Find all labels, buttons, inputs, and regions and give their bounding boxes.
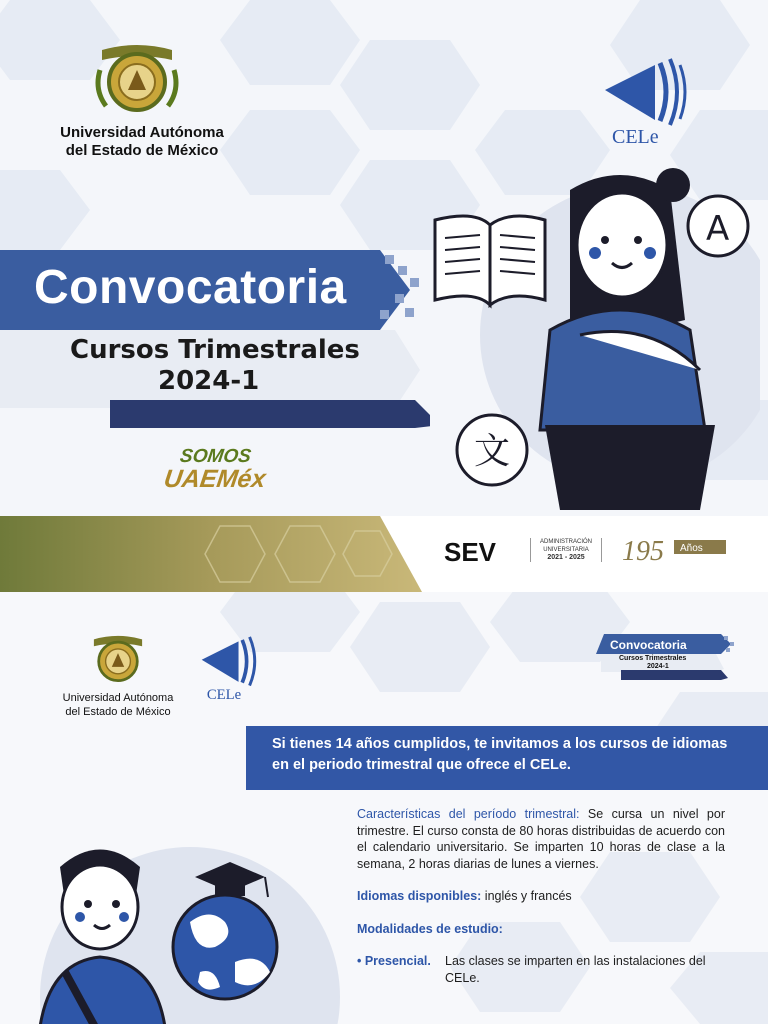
university-name-line2: del Estado de México bbox=[65, 142, 219, 159]
university-name2-line2: del Estado de México bbox=[65, 706, 171, 718]
info-page bbox=[0, 592, 768, 1024]
university-name2-line1: Universidad Autónoma bbox=[62, 692, 174, 704]
admin-title: ADMINISTRACIÓN UNIVERSITARIA bbox=[539, 539, 592, 553]
modalities-heading bbox=[357, 921, 725, 938]
university-crest-icon-2 bbox=[87, 632, 149, 688]
footer-gold-band bbox=[0, 516, 422, 592]
student-globe-illustration bbox=[20, 822, 340, 1024]
mini-banner-title: Convocatoria bbox=[610, 638, 687, 652]
sev-logo: SEV bbox=[444, 537, 497, 567]
somos-logo-line2: UAEMéx bbox=[162, 465, 268, 493]
mini-banner-sub1: Cursos Trimestrales bbox=[619, 655, 687, 662]
languages-paragraph bbox=[357, 888, 725, 905]
svg-text:文: 文 bbox=[474, 431, 511, 472]
course-details bbox=[357, 806, 725, 986]
characteristics-paragraph bbox=[357, 806, 725, 872]
characteristics-text: Se cursa un nivel por trimestre. El curso consta de 80 horas distribuidas de acuerdo con el calendario universitario. Se imparten 10 horas de clase a la semana, 2 horas diarias de lunes a viernes. bbox=[357, 807, 725, 871]
svg-text:CELe: CELe bbox=[206, 686, 242, 703]
cele-logo bbox=[600, 55, 695, 150]
somos-logo-line1: SOMOS bbox=[178, 446, 253, 467]
university-name bbox=[52, 124, 232, 160]
university-name-line1: Universidad Autónoma bbox=[60, 124, 224, 141]
modalities-label: Modalidades de estudio: bbox=[357, 921, 503, 936]
svg-text:195: 195 bbox=[622, 536, 664, 567]
open-book-icon bbox=[435, 216, 545, 305]
svg-text:A: A bbox=[706, 209, 730, 249]
characteristics-label: Características del período trimestral: bbox=[357, 807, 580, 821]
admin-years: 2021 - 2025 bbox=[547, 554, 585, 561]
cele-horn-icon bbox=[605, 65, 655, 120]
university-crest-icon bbox=[92, 40, 182, 120]
svg-text:Años: Años bbox=[680, 543, 703, 554]
anniversary-195-logo bbox=[622, 532, 727, 568]
languages-text: inglés y francés bbox=[481, 889, 572, 903]
invitation-box bbox=[246, 726, 768, 790]
mini-banner-sub2: 2024-1 bbox=[647, 663, 669, 670]
presencial-label: • Presencial. bbox=[357, 954, 431, 968]
admin-universitaria-logo bbox=[530, 538, 602, 562]
page-title: Convocatoria bbox=[34, 261, 347, 314]
university-name-2 bbox=[48, 691, 188, 719]
presencial-text: Las clases se imparten en las instalaciones del CELe. bbox=[445, 954, 706, 985]
subtitle-courses: Cursos Trimestrales bbox=[70, 335, 360, 365]
cele-logo-2 bbox=[198, 634, 268, 704]
presencial-item bbox=[357, 953, 725, 986]
globe-icon bbox=[173, 895, 277, 999]
girl-reading-illustration bbox=[430, 160, 760, 510]
invitation-text: Si tienes 14 años cumplidos, te invitamos a los cursos de idiomas en el periodo trimestral que ofrece el CELe. bbox=[272, 736, 728, 773]
speech-bubble-a-icon bbox=[688, 196, 748, 256]
speech-bubble-kanji-icon bbox=[457, 415, 527, 485]
languages-label: Idiomas disponibles: bbox=[357, 889, 482, 903]
cele-logo-text: CELe bbox=[612, 126, 659, 148]
subtitle-period: 2024-1 bbox=[158, 366, 260, 396]
